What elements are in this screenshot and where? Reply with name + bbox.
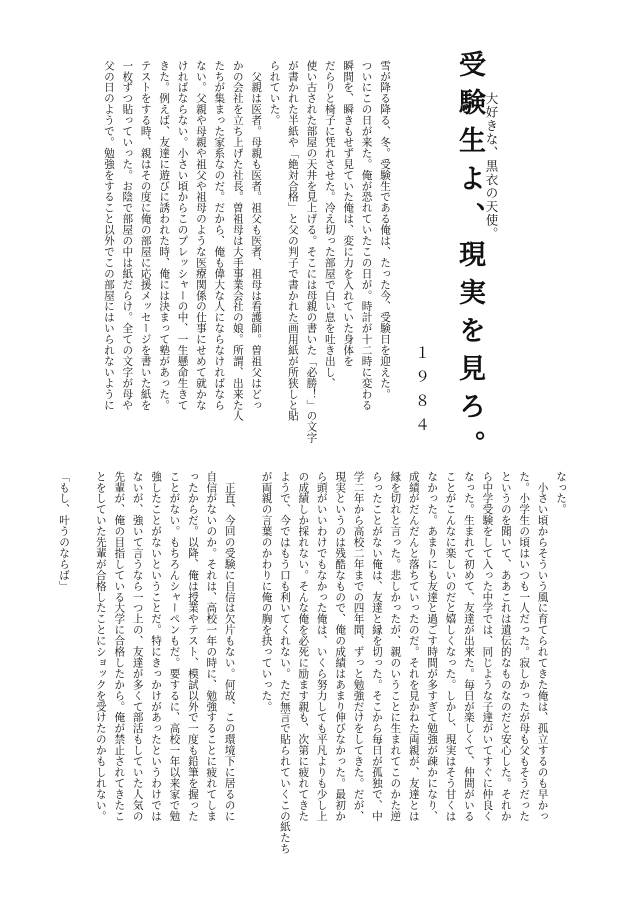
story-title: 受験生よ、現実を見ろ。: [454, 50, 485, 468]
body-text-lower: なった。 小さい頃からそういう風に育てられてきた俺は、孤立するのも早かっ た。小学生の頃はいつも一人だった。寂しかったが母も父もそうだった というのを聞いて、ああこれは遺伝的なものなのだと安心した。それか ら中学受験をして入った中学では、同じような子達がいてすぐに仲良く なった。生まれて初めて、友達が出来た。毎日が楽しくて、仲間がいる ことがこんなに楽しいのだと嬉しくなった。しかし、現実はそう甘くは なかった。あまりにも友達と過ごす時間が多すぎて勉強が疎かになり、 成績がだんだんと落ちていったのだ。それを見かねた両親が、友達とは 縁を切れと言った。悲しかったが、親のいうことに生まれてこのかた逆 らったことがない俺は、友達と縁を切った。そこから毎日が孤独で、中 学二年から高校二年までの四年間、ずっと勉強だけをしてきた。だが、 現実というのは残酷なもので、俺の成績はあまり伸びなかった。最初か ら頭がいいわけでもなかった俺は、いくら努力しても平凡よりも少し上 の成績しか採れない。そんな俺を必死に励ます親も、次第に疲れてきた ようで、今ではもう口も利いてくれない。ただ無言で貼られていくこの紙たち が両親の言葉のかわりに俺の胸を抉っていった。 正直、今回の受験に自信は欠片もない。何故、この環境下に居るのに 自信がないのか。それは、高校一年の時に、勉強することに疲れてしま ったからだ。以降、俺は授業やテスト、模試以外で一度も鉛筆を握った ことがない。もちろんシャーペンもだ。要するに、高校一年以来家で勉 強したことがないということだ。特にきっかけがあったというわけでは ないが、強いて言うなら一つ上の、友達が多くて部活もしていた人気の 先輩が、俺の目指している大学に合格したから。俺が禁止されてきたこ とをしていた先輩が合格したことにショックを受けたのかもしれない。 「もし、叶うのならば」: [58, 471, 567, 855]
body-text-upper: 雪が降る降る、冬。受験生である俺は、たった今、受験日を迎えた。 ついにこの日が来た。俺が恐れていたこの日が。時計が十二時に変わる 瞬間を、瞬きもせず見ていた俺は、変に力を入れていた身体を だらりと椅子に凭れさせた。冷え切った部屋で白い息を吐き出し、 使い古された部屋の天井を見上げる。そこには母親の書いた「必勝！」の文字 が書かれた半紙や「絶対合格」と父の判子で書かれた画用紙が所狭しと貼 られていた。 父親は医者。母親も医者。祖父も医者、祖母は看護師。曽祖父はどっ かの会社を立ち上げた社長。曽祖母は大手事業会社の娘。所謂、出来た人 たちが集まった家系なのだ。だから、俺も偉大な人にならなければなら ない。父親や母親や祖父や祖母のような医療関係の仕事にせめて就かな ければならない。小さい頃からこのプレッシャーの中、一生懸命生きて きた。例えば、友達に遊びに誘われた時、俺には決まって塾があった。 テストをする時、親はその度に俺の部屋に応援メッセージを書いた紙を 一枚ずつ貼っていった。お陰で部屋の中は紙だらけ。全ての文字が母や 父の日のようで。勉強をすること以外でこの部屋にはいられないように: [102, 60, 391, 444]
tagline: 大好きな、黒衣の天使。: [484, 92, 499, 241]
year-label: １９８４: [413, 345, 431, 441]
